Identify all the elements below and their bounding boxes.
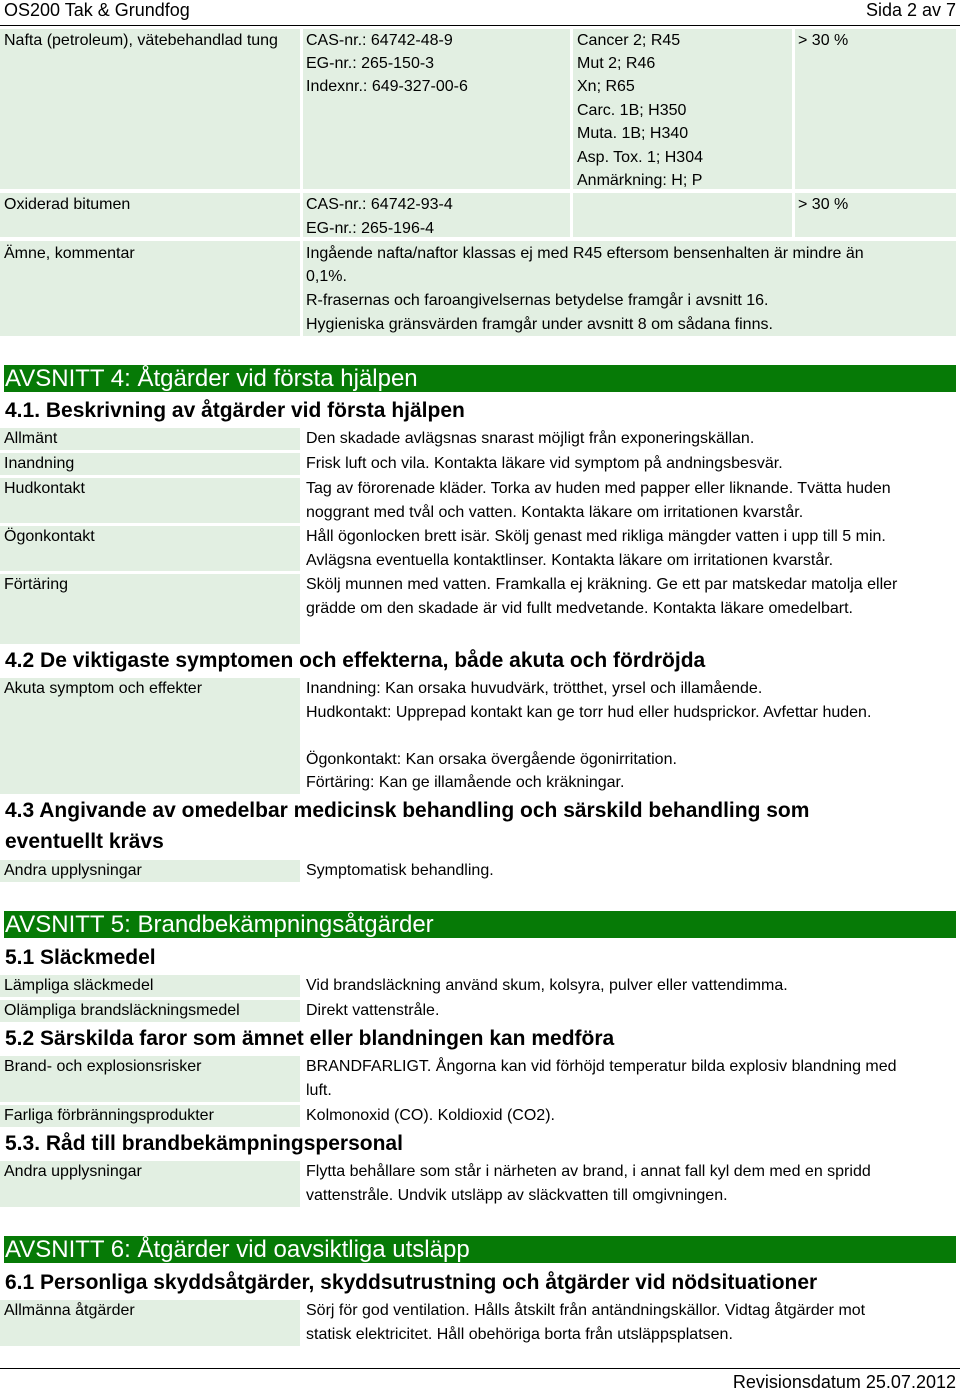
row-text: Direkt vattenstråle. — [306, 1002, 440, 1019]
page-header — [0, 0, 960, 26]
component-name-cell — [0, 29, 300, 189]
cas-number: CAS-nr.: 64742-48-9 — [306, 32, 453, 49]
subsection-4-3-title: 4.3 Angivande av omedelbar medicinsk behandling och särskild behandling som — [5, 799, 810, 822]
classification-item: Xn; R65 — [577, 78, 635, 95]
eg-number: EG-nr.: 265-196-4 — [306, 220, 435, 237]
row-label: Inandning — [4, 455, 75, 472]
row-text: Sörj för god ventilation. Hålls åtskilt från antändningskällor. Vidtag åtgärder mot statisk elektricitet. Håll obehöriga borta från utsläppsplatsen. — [306, 1302, 866, 1343]
comment-label: Ämne, kommentar — [4, 245, 135, 262]
component-name: Nafta (petroleum), vätebehandlad tung — [4, 32, 278, 49]
row-text: Skölj munnen med vatten. Framkalla ej kräkning. Ge ett par matskedar matolja eller grädde om den skadade är vid fullt medvetande. Kontakta läkare omedelbart. — [306, 576, 898, 617]
row-label: Farliga förbränningsprodukter — [4, 1107, 214, 1124]
row-label: Förtäring — [4, 576, 69, 593]
row-label: Andra upplysningar — [4, 862, 142, 879]
subsection-6-1-title: 6.1 Personliga skyddsåtgärder, skyddsutrustning och åtgärder vid nödsituationer — [5, 1271, 818, 1294]
row-label: Akuta symptom och effekter — [4, 680, 203, 697]
symptom-line: Inandning: Kan orsaka huvudvärk, trötthet, yrsel och illamående. — [306, 680, 763, 697]
subsection-4-1-title: 4.1. Beskrivning av åtgärder vid första hjälpen — [5, 399, 465, 422]
classification-item: Carc. 1B; H350 — [577, 102, 687, 119]
section-6-title: AVSNITT 6: Åtgärder vid oavsiktliga utsläpp — [5, 1236, 470, 1263]
concentration-cell — [795, 29, 956, 189]
row-text: Symptomatisk behandling. — [306, 862, 494, 879]
classification-item: Anmärkning: H; P — [577, 172, 703, 189]
row-label: Allmänt — [4, 430, 58, 447]
concentration: > 30 % — [798, 32, 849, 49]
row-text: Flytta behållare som står i närheten av brand, i annat fall kyl dem med en spridd vattenstråle. Undvik utsläpp av släckvatten till omgivningen. — [306, 1163, 871, 1204]
comment-line: Ingående nafta/naftor klassas ej med R45 eftersom bensenhalten är mindre än — [306, 245, 864, 262]
comment-line: 0,1%. — [306, 268, 347, 285]
row-text: Den skadade avlägsnas snarast möjligt från exponeringskällan. — [306, 430, 755, 447]
classification-cell — [573, 193, 792, 237]
cas-number: CAS-nr.: 64742-93-4 — [306, 196, 453, 213]
revision-date: Revisionsdatum 25.07.2012 — [732, 1372, 956, 1392]
row-text: BRANDFARLIGT. Ångorna kan vid förhöjd temperatur bilda explosiv blandning med luft. — [306, 1058, 897, 1099]
row-label: Allmänna åtgärder — [4, 1302, 135, 1319]
symptom-line: Ögonkontakt: Kan orsaka övergående ögonirritation. — [306, 751, 677, 768]
subsection-5-3-title: 5.3. Råd till brandbekämpningspersonal — [5, 1132, 403, 1155]
comment-line: Hygieniska gränsvärden framgår under avsnitt 8 om sådana finns. — [306, 316, 773, 333]
subsection-5-1-title: 5.1 Släckmedel — [5, 946, 156, 969]
classification-item: Mut 2; R46 — [577, 55, 656, 72]
row-text: Håll ögonlocken brett isär. Skölj genast med rikliga mängder vatten i upp till 5 min. Avlägsna eventuella kontaktlinser. Kontakta läkare om irritationen kvarstår. — [306, 528, 886, 569]
row-label: Andra upplysningar — [4, 1163, 142, 1180]
row-label: Lämpliga släckmedel — [4, 977, 154, 994]
page-footer — [0, 1368, 960, 1392]
row-text: Tag av förorenade kläder. Torka av huden med papper eller liknande. Tvätta huden noggrant med tvål och vatten. Kontakta läkare om irritationen kvarstår. — [306, 480, 891, 521]
page-number: Sida 2 av 7 — [865, 0, 956, 20]
row-label: Hudkontakt — [4, 480, 85, 497]
comment-line: R-frasernas och faroangivelsernas betydelse framgår i avsnitt 16. — [306, 292, 769, 309]
section-4-title: AVSNITT 4: Åtgärder vid första hjälpen — [5, 365, 418, 392]
classification-item: Asp. Tox. 1; H304 — [577, 149, 703, 166]
classification-item: Cancer 2; R45 — [577, 32, 681, 49]
symptom-line: Hudkontakt: Upprepad kontakt kan ge torr hud eller hudsprickor. Avfettar huden. — [306, 704, 872, 721]
symptom-line: Förtäring: Kan ge illamående och kräkningar. — [306, 774, 625, 791]
classification-item: Muta. 1B; H340 — [577, 125, 689, 142]
row-text: Kolmonoxid (CO). Koldioxid (CO2). — [306, 1107, 555, 1124]
row-label: Brand- och explosionsrisker — [4, 1058, 202, 1075]
section-5-title: AVSNITT 5: Brandbekämpningsåtgärder — [5, 911, 434, 938]
row-text: Frisk luft och vila. Kontakta läkare vid symptom på andningsbesvär. — [306, 455, 783, 472]
component-name: Oxiderad bitumen — [4, 196, 131, 213]
row-text: Vid brandsläckning använd skum, kolsyra, pulver eller vattendimma. — [306, 977, 788, 994]
row-label: Ögonkontakt — [4, 528, 95, 545]
subsection-4-3-title-cont: eventuellt krävs — [5, 830, 164, 853]
index-number: Indexnr.: 649-327-00-6 — [306, 78, 468, 95]
document-title: OS200 Tak & Grundfog — [4, 0, 190, 20]
subsection-4-2-title: 4.2 De viktigaste symptomen och effekterna, både akuta och fördröjda — [5, 649, 706, 672]
concentration: > 30 % — [798, 196, 849, 213]
row-label: Olämpliga brandsläckningsmedel — [4, 1002, 240, 1019]
subsection-5-2-title: 5.2 Särskilda faror som ämnet eller blandningen kan medföra — [5, 1027, 615, 1050]
eg-number: EG-nr.: 265-150-3 — [306, 55, 435, 72]
